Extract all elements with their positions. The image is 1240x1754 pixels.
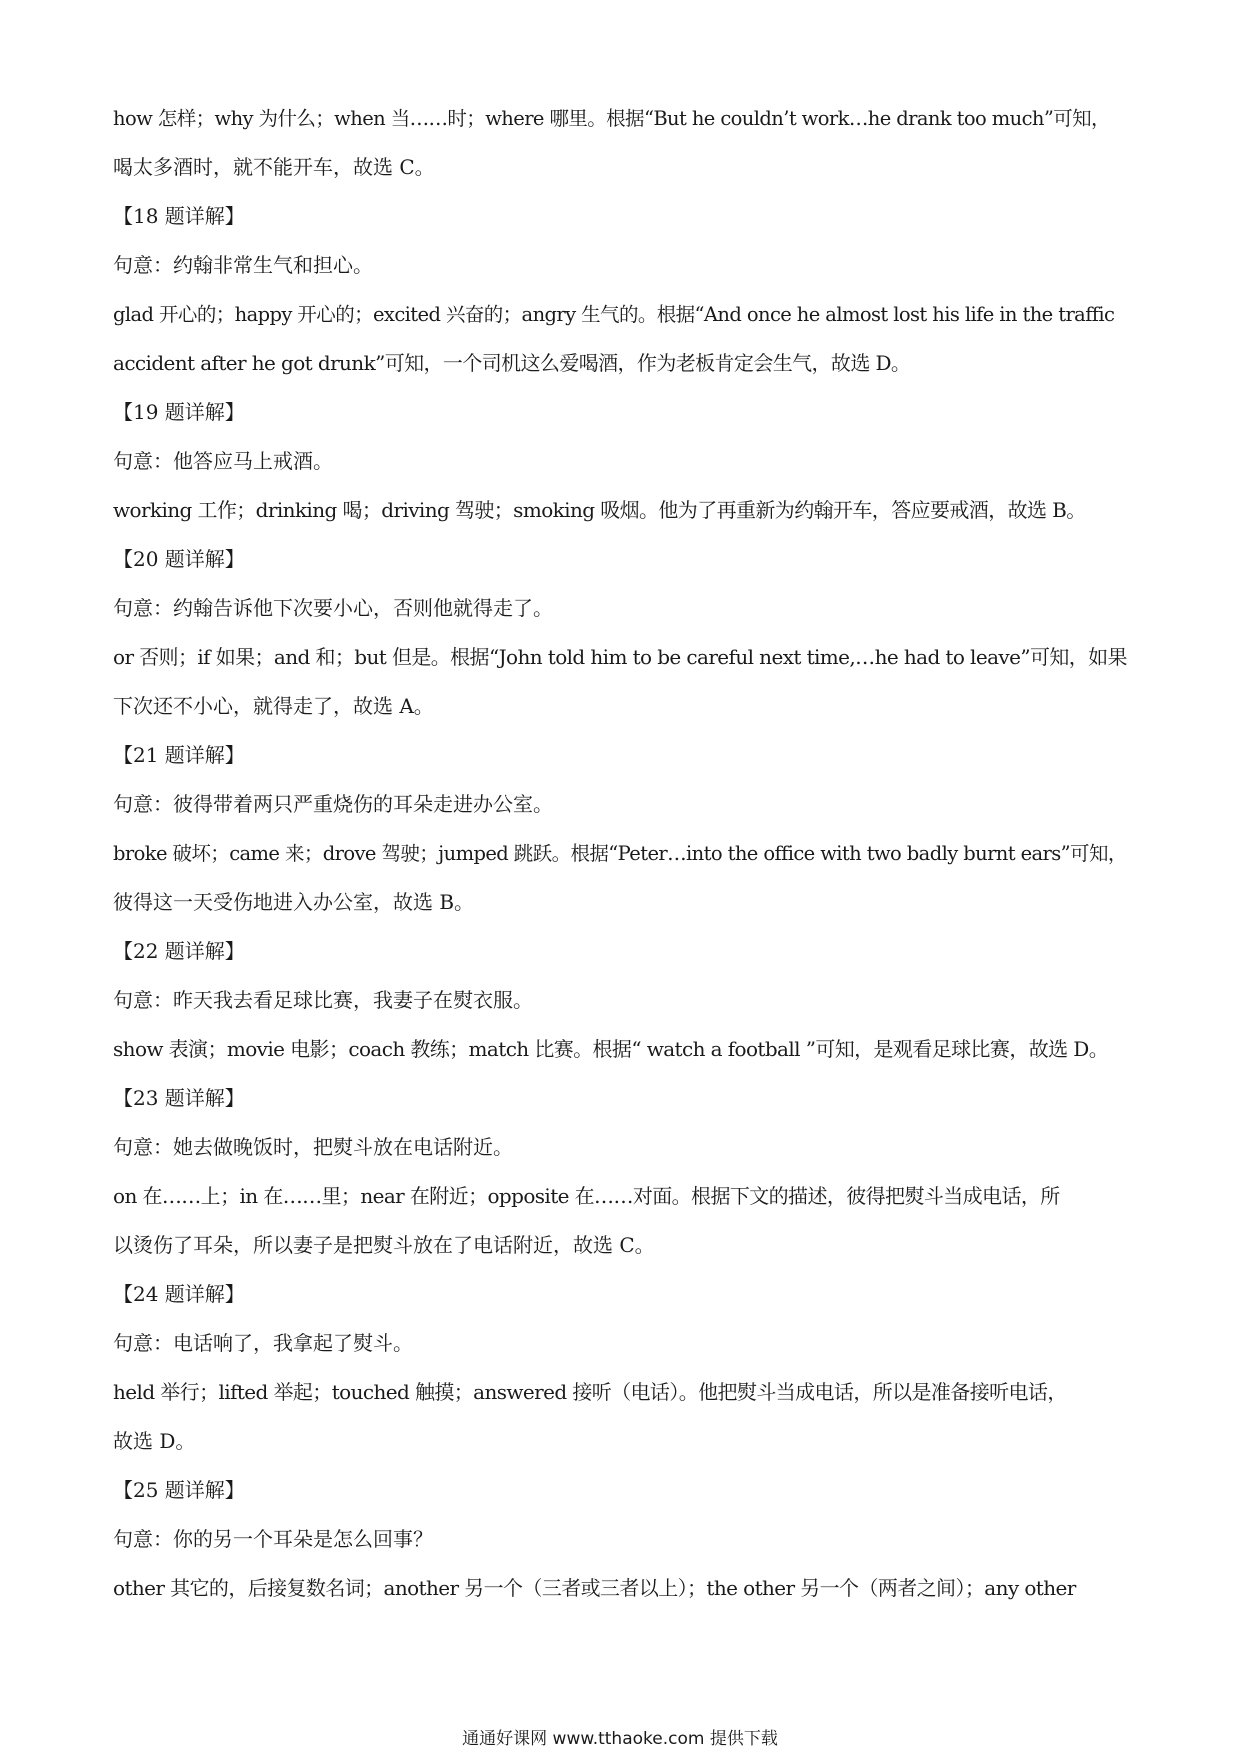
text-line: 句意：彼得带着两只严重烧伤的耳朵走进办公室。 [113, 792, 553, 816]
text-line: glad 开心的；happy 开心的；excited 兴奋的；angry 生气的。根据“And once he almost lost his life in the traffic [113, 303, 1115, 326]
text-line: on 在……上；in 在……里；near 在附近；opposite 在……对面。根据下文的描述，彼得把熨斗当成电话，所 [113, 1184, 1060, 1208]
text-line: show 表演；movie 电影；coach 教练；match 比赛。根据“ watch a football ”可知，是观看足球比赛，故选 D。 [113, 1037, 1109, 1061]
section-heading: 【23 题详解】 [113, 1086, 245, 1110]
text-line: accident after he got drunk”可知，一个司机这么爱喝酒，作为老板肯定会生气，故选 D。 [113, 351, 911, 375]
text-line: 下次还不小心，就得走了，故选 A。 [113, 694, 434, 718]
text-line: 句意：电话响了，我拿起了熨斗。 [113, 1331, 413, 1355]
text-line: working 工作；drinking 喝；driving 驾驶；smoking 吸烟。他为了再重新为约翰开车，答应要戒酒，故选 B。 [113, 498, 1086, 522]
section-heading: 【25 题详解】 [113, 1478, 245, 1502]
text-line: 句意：昨天我去看足球比赛，我妻子在熨衣服。 [113, 988, 533, 1012]
section-heading: 【22 题详解】 [113, 939, 245, 963]
section-heading: 【18 题详解】 [113, 204, 245, 228]
text-line: other 其它的，后接复数名词；another 另一个（三者或三者以上）；the other 另一个（两者之间）；any other [113, 1576, 1076, 1600]
section-heading: 【21 题详解】 [113, 743, 245, 767]
text-line: 句意：他答应马上戒酒。 [113, 449, 333, 473]
text-line: 句意：约翰告诉他下次要小心，否则他就得走了。 [113, 596, 553, 620]
text-line: broke 破坏；came 来；drove 驾驶；jumped 跳跃。根据“Peter…into the office with two badly burnt ears”可知， [113, 842, 1127, 865]
section-heading: 【24 题详解】 [113, 1282, 245, 1306]
text-line: held 举行；lifted 举起；touched 触摸；answered 接听（电话）。他把熨斗当成电话，所以是准备接听电话， [113, 1380, 1067, 1404]
text-line: how 怎样；why 为什么；when 当……时；where 哪里。根据“But he couldn’t work…he drank too much”可知， [113, 107, 1110, 130]
text-line: 以烫伤了耳朵，所以妻子是把熨斗放在了电话附近，故选 C。 [113, 1233, 655, 1257]
section-heading: 【19 题详解】 [113, 400, 245, 424]
text-line: 句意：约翰非常生气和担心。 [113, 253, 373, 277]
text-line: 句意：你的另一个耳朵是怎么回事？ [113, 1527, 433, 1551]
text-line: or 否则；if 如果；and 和；but 但是。根据“John told him to be careful next time,…he had to leave”可知，如果 [113, 645, 1127, 669]
document-body [113, 94, 1135, 1613]
text-line: 故选 D。 [113, 1429, 196, 1453]
page-footer: 通通好课网 www.tthaoke.com 提供下载 [462, 1729, 778, 1749]
section-heading: 【20 题详解】 [113, 547, 245, 571]
text-line: 喝太多酒时，就不能开车，故选 C。 [113, 155, 435, 179]
text-line: 句意：她去做晚饭时，把熨斗放在电话附近。 [113, 1135, 513, 1159]
text-line: 彼得这一天受伤地进入办公室，故选 B。 [113, 890, 475, 914]
